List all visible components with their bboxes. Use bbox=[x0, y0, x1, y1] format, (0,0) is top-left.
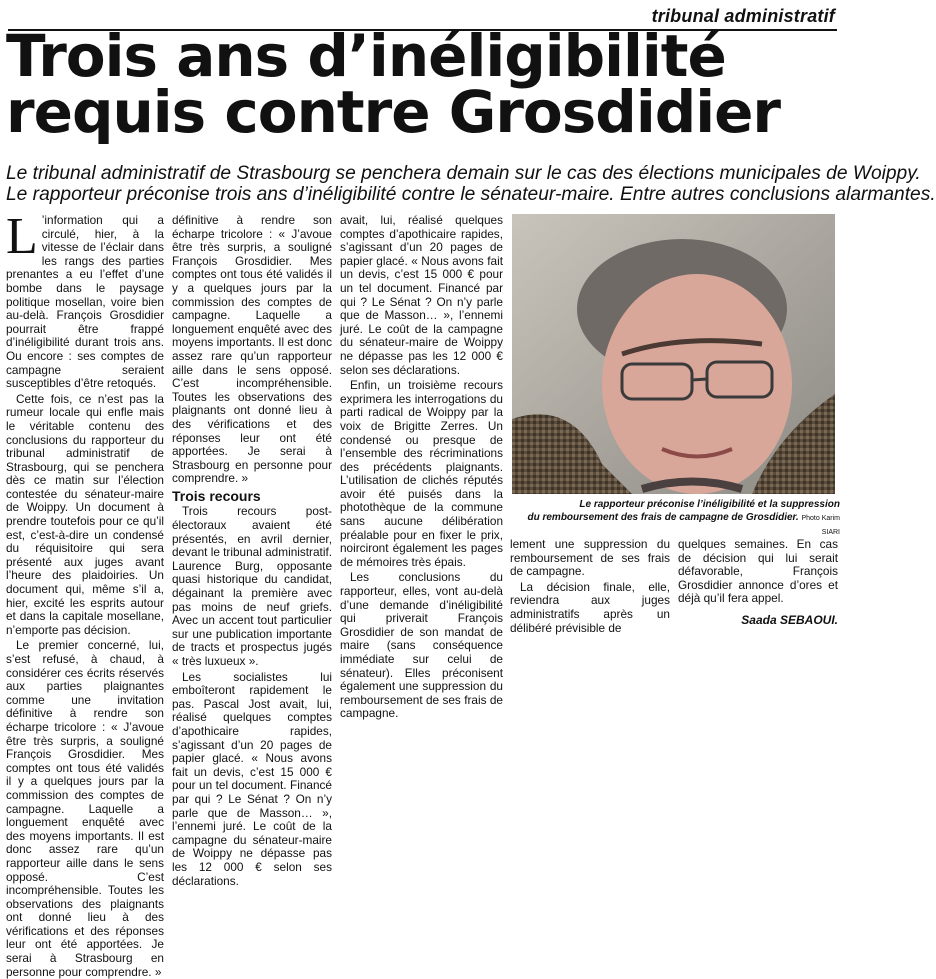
paragraph-5: Les socialistes lui emboîteront rapidement le pas. Pascal Jost avait, lui, réalisé quelques comptes d’apothicaire rapides, s’agissant d’un 20 pages de papier glacé. « Nous avons fait un devis, c’est 15 000 € pour un tel document. Financé par qui ? Le Sénat ? On n’y parle que de Masson… », l’ennemi juré. Le coût de la campagne du sénateur-maire de Woippy ne dépasse pas les 12 000 € selon ses déclarations. bbox=[172, 669, 332, 888]
article-column-1 bbox=[6, 208, 164, 979]
photo-caption bbox=[510, 498, 840, 539]
dropcap: L bbox=[6, 208, 38, 265]
photo-credit: Photo Karim SIARI bbox=[801, 515, 840, 536]
lead-line-2: Le rapporteur préconise trois ans d’inéligibilité contre le sénateur-maire. Entre autres conclusions alarmantes. bbox=[6, 184, 936, 205]
paragraph-1 bbox=[6, 208, 164, 391]
paragraph-7: Les conclusions du rapporteur, elles, vont au-delà d’une demande d’inéligibilité qui priverait François Grosdidier de son mandat de maire (sans conséquence immédiate sur celui de sénateur). Elles préconisent également une suppression du remboursement de ses frais de campagne. bbox=[340, 570, 503, 721]
paragraph-3-cont: définitive à rendre son écharpe tricolore : « J’avoue être très surpris, a souligné François Grosdidier. Mes comptes ont tous été validés il y a quelques jours par la commission des comptes de campagne. Laquelle a longuement enquêté avec des moyens importants. Il est donc assez rare qu’un rapporteur aille dans le sens opposé. C’est incompréhensible. Toutes les observations des plaignants ont donné lieu à des vérifications et des réponses leur ont été apportées. Je serai à Strasbourg en personne pour comprendre. » bbox=[172, 213, 332, 486]
article-column-3 bbox=[340, 213, 503, 721]
headline-line-2: requis contre Grosdidier bbox=[6, 78, 781, 146]
lead-line-1: Le tribunal administratif de Strasbourg se penchera demain sur le cas des élections municipales de Woippy. bbox=[6, 163, 921, 184]
portrait-photo-image bbox=[512, 214, 835, 494]
paragraph-8: La décision finale, elle, reviendra aux juges administratifs après un délibéré prévisible de bbox=[510, 579, 670, 635]
paragraph-3: Le premier concerné, lui, s’est refusé, à chaud, à considérer ces écrits réservés aux parties plaignantes comme une invitation définitive à rendre son écharpe tricolore : « J’avoue être très surpris, a souligné François Grosdidier. Mes comptes ont tous été validés il y a quelques jours par la commission des comptes de campagne. Laquelle a longuement enquêté avec des moyens importants. Il est donc assez rare qu’un rapporteur aille dans le sens opposé. C’est incompréhensible. Toutes les observations des plaignants ont donné lieu à des vérifications et des réponses leur ont été apportées. Je serai à Strasbourg en personne pour comprendre. » bbox=[6, 638, 164, 979]
headline-line-1: Trois ans d’inéligibilité bbox=[6, 22, 726, 90]
headline bbox=[6, 22, 842, 146]
rubric-label: tribunal administratif bbox=[651, 6, 835, 26]
lead-paragraph bbox=[6, 163, 936, 205]
paragraph-2: Cette fois, ce n’est pas la rumeur locale qui enfle mais le véritable contenu des conclusions du rapporteur du tribunal administratif de Strasbourg, qui se penchera dès ce matin sur l’élection contestée du sénateur-maire de Woippy. Un document à prendre toutefois pour ce qu’il est, c’est-à-dire un condensé du réquisitoire qui sera présenté aux juges avant l’heure des plaidoiries. Un document qui, même s’il a, hier, excité les esprits autour et dans la capitale mosellane, n’emporte pas décision. bbox=[6, 391, 164, 637]
caption-line-1: Le rapporteur préconise l’inéligibilité et la suppression bbox=[579, 499, 840, 510]
portrait-photo bbox=[512, 214, 835, 494]
caption-line-2 bbox=[510, 511, 840, 539]
article-column-2 bbox=[172, 213, 332, 888]
author-signature: Saada SEBAOUI. bbox=[741, 612, 838, 627]
paragraph-6: Enfin, un troisième recours exprimera les interrogations du parti radical de Woippy par la voix de Brigitte Zerres. Un condensé ou presque de l’ensemble des récriminations des précédents plaignants. L’utilisation de clichés réputés avoir été puisés dans la photothèque de la commune sans aucune délibération préalable pour en fixer le prix, noirciront également les pages de mémoires très épais. bbox=[340, 378, 503, 569]
paragraph-8-cont: quelques semaines. En cas de décision qui lui serait défavorable, François Grosdidier annonce d’ores et déjà qu’il fera appel. bbox=[678, 537, 838, 606]
article-column-4 bbox=[510, 538, 670, 637]
caption-line-2-text: du remboursement des frais de campagne de Grosdidier. bbox=[527, 512, 799, 523]
subheading: Trois recours bbox=[172, 487, 261, 504]
paragraph-1-text: ’information qui a circulé, hier, à la vitesse de l’éclair dans les rangs des parties prenantes a eu l’effet d’une bombe dans le paysage politique mosellan, voire bien au-delà. François Grosdidier pourrait être frappé d’inéligibilité durant trois ans. Ou encore : ses comptes de campagne seraient susceptibles d’être retoqués. bbox=[6, 213, 164, 391]
article-column-5 bbox=[678, 538, 838, 628]
paragraph-5-cont: avait, lui, réalisé quelques comptes d’apothicaire rapides, s’agissant d’un 20 pages de papier glacé. « Nous avons fait un devis, c’est 15 000 € pour un tel document. Financé par qui ? Le Sénat ? On n’y parle que de Masson… », l’ennemi juré. Le coût de la campagne du sénateur-maire de Woippy ne dépasse pas les 12 000 € selon ses déclarations. bbox=[340, 213, 503, 377]
paragraph-4: Trois recours post-électoraux avaient été présentés, en avril dernier, devant le tribunal administratif. Laurence Burg, opposante quasi historique du candidat, dégainant la première avec pas moins de neuf griefs. Avec un accent tout particulier sur une publication importante de tracts et prospectus jugés « très luxueux ». bbox=[172, 504, 332, 668]
paragraph-7-cont: lement une suppression du remboursement de ses frais de campagne. bbox=[510, 537, 670, 579]
